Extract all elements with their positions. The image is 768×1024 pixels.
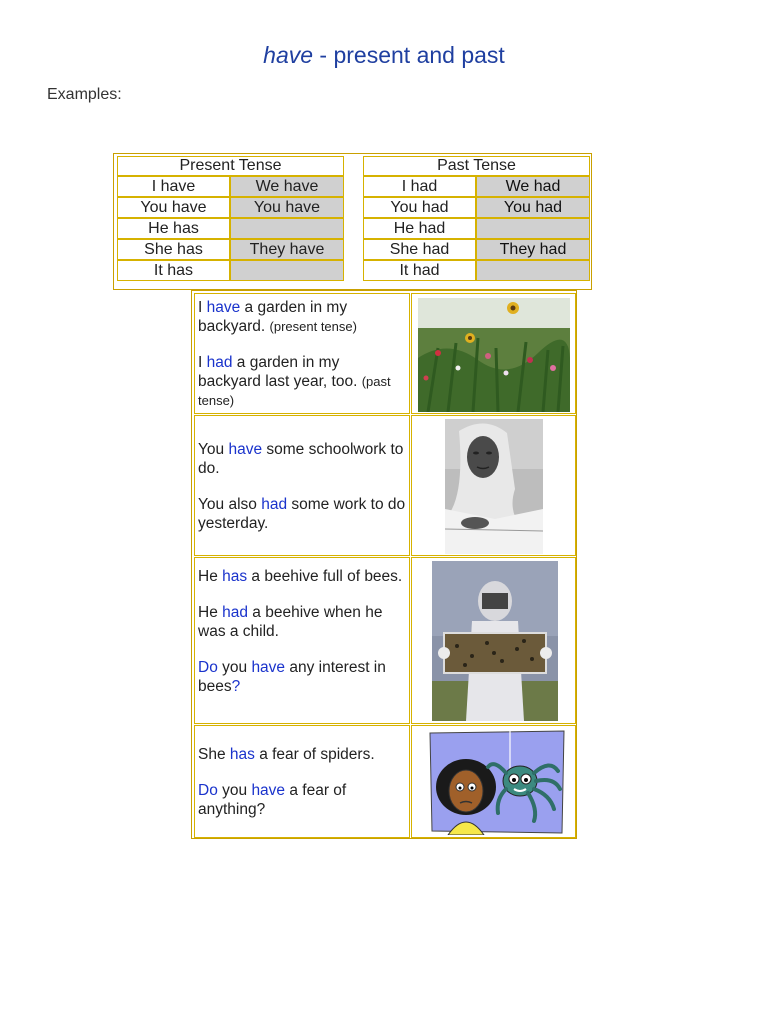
text: He — [198, 568, 223, 585]
verb-highlight: had — [222, 604, 248, 621]
sentence — [198, 745, 406, 764]
example-row-student — [194, 415, 574, 556]
text: some schoolwork to do. — [198, 441, 404, 477]
text: a fear of anything? — [198, 782, 347, 818]
example-image-cell — [411, 293, 576, 414]
question — [198, 658, 406, 696]
present-cell: You have — [230, 197, 344, 218]
text: He — [198, 604, 223, 621]
text: a garden in my backyard last year, too. — [198, 354, 362, 390]
sentence — [198, 298, 406, 336]
text: I — [198, 299, 207, 316]
examples-table — [191, 290, 577, 839]
text: You also — [198, 496, 262, 513]
past-cell: It had — [363, 260, 476, 281]
past-header: Past Tense — [363, 156, 590, 176]
verb-highlight: have — [228, 441, 263, 458]
past-cell: He had — [363, 218, 476, 239]
present-cell: She has — [117, 239, 230, 260]
sentence — [198, 603, 406, 641]
text: a garden in my backyard. — [198, 299, 348, 335]
past-cell: You had — [476, 197, 590, 218]
present-cell: They have — [230, 239, 344, 260]
example-row-garden — [194, 293, 574, 414]
present-cell: He has — [117, 218, 230, 239]
present-cell: I have — [117, 176, 230, 197]
text: a fear of spiders. — [254, 746, 375, 763]
example-row-spider — [194, 725, 574, 838]
page-title — [0, 42, 768, 69]
past-cell — [476, 260, 590, 281]
example-image-cell — [411, 415, 576, 556]
example-text — [194, 557, 410, 724]
past-cell: We had — [476, 176, 590, 197]
text: She — [198, 746, 230, 763]
spider-cartoon — [428, 729, 566, 835]
question — [198, 781, 406, 819]
example-text — [194, 293, 410, 414]
text: a beehive when he was a child. — [198, 604, 383, 640]
verb-highlight: has — [229, 746, 255, 763]
example-text — [194, 725, 410, 838]
past-cell: They had — [476, 239, 590, 260]
examples-label: Examples: — [47, 86, 122, 103]
present-cell: It has — [117, 260, 230, 281]
verb-highlight: have — [251, 659, 286, 676]
example-row-beekeeper — [194, 557, 574, 724]
question-mark: ? — [231, 678, 241, 695]
verb-highlight: Do — [198, 782, 218, 799]
sentence — [198, 440, 406, 478]
student-photo — [445, 419, 543, 554]
present-header: Present Tense — [117, 156, 344, 176]
past-cell — [476, 218, 590, 239]
garden-photo — [418, 298, 570, 412]
verb-highlight: have — [251, 782, 286, 799]
tense-note: (past tense) — [198, 374, 391, 408]
text: some work to do yesterday. — [198, 496, 406, 532]
example-image-cell — [411, 725, 576, 838]
text: a beehive full of bees. — [247, 568, 403, 585]
past-cell: You had — [363, 197, 476, 218]
example-text — [194, 415, 410, 556]
beekeeper-photo — [432, 561, 558, 721]
verb-highlight: Do — [198, 659, 218, 676]
verb-highlight: had — [206, 354, 233, 371]
conjugation-table — [113, 153, 592, 290]
present-cell — [230, 260, 344, 281]
text: I — [198, 354, 207, 371]
present-cell: You have — [117, 197, 230, 218]
tense-note: (present tense) — [269, 319, 357, 334]
text: You — [198, 441, 229, 458]
past-cell: She had — [363, 239, 476, 260]
title-rest: - present and past — [313, 42, 505, 68]
sentence — [198, 495, 406, 533]
text: you — [217, 782, 252, 799]
title-italic: have — [263, 42, 314, 68]
text: you — [217, 659, 252, 676]
verb-highlight: had — [261, 496, 288, 513]
verb-highlight: have — [206, 299, 241, 316]
sentence — [198, 353, 406, 410]
past-cell: I had — [363, 176, 476, 197]
text: any interest in bees — [198, 659, 386, 695]
past-tense-table — [363, 156, 590, 281]
present-cell — [230, 218, 344, 239]
sentence — [198, 567, 406, 586]
present-cell: We have — [230, 176, 344, 197]
verb-highlight: has — [222, 568, 248, 585]
present-tense-table — [117, 156, 344, 281]
example-image-cell — [411, 557, 576, 724]
